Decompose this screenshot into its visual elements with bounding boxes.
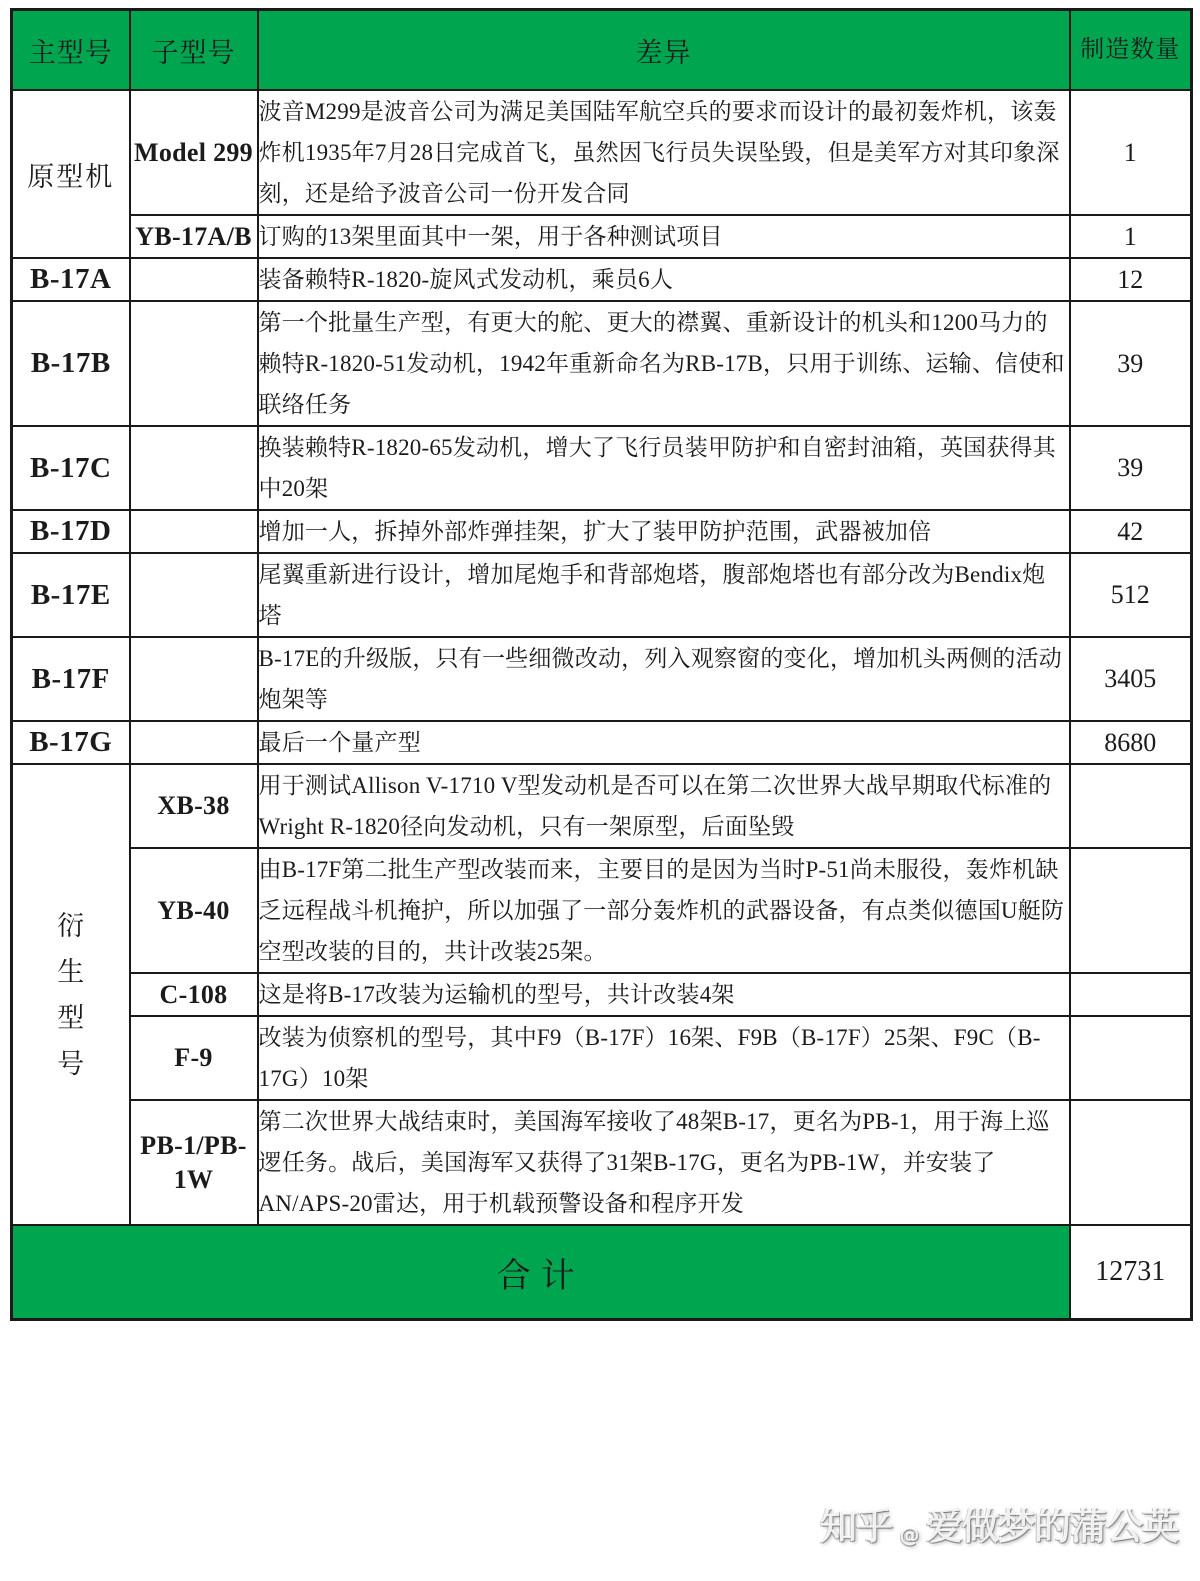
cell-description: 由B-17F第二批生产型改装而来，主要目的是因为当时P-51尚未服役，轰炸机缺乏远程战斗机掩护，所以加强了一部分轰炸机的武器设备，有点类似德国U艇防空型改装的目的，共计改装25架。 (258, 848, 1070, 973)
total-value: 12731 (1070, 1225, 1192, 1320)
table-row (12, 90, 1192, 215)
cell-quantity: 1 (1070, 215, 1192, 258)
total-label: 合计 (12, 1225, 1070, 1320)
watermark-logo-icon: @ (894, 1519, 924, 1549)
table-row (12, 973, 1192, 1016)
column-header-sub-model: 子型号 (130, 10, 258, 91)
watermark-username: 爱做梦的蒲公英 (926, 1505, 1178, 1548)
cell-description: 波音M299是波音公司为满足美国陆军航空兵的要求而设计的最初轰炸机，该轰炸机1935年7月28日完成首飞，虽然因飞行员失误坠毁，但是美军方对其印象深刻，还是给予波音公司一份开发合同 (258, 90, 1070, 215)
cell-main-model: B-17A (12, 258, 130, 301)
vertical-char: 生 (57, 956, 85, 987)
cell-quantity: 1 (1070, 90, 1192, 215)
cell-description: 订购的13架里面其中一架，用于各种测试项目 (258, 215, 1070, 258)
cell-quantity (1070, 1100, 1192, 1225)
table-row (12, 848, 1192, 973)
cell-quantity: 8680 (1070, 721, 1192, 764)
cell-sub-model: YB-17A/B (130, 215, 258, 258)
total-row (12, 1225, 1192, 1320)
cell-sub-model: Model 299 (130, 90, 258, 215)
cell-sub-model (130, 301, 258, 426)
table-row (12, 1016, 1192, 1100)
cell-description: 用于测试Allison V-1710 V型发动机是否可以在第二次世界大战早期取代标准的Wright R-1820径向发动机，只有一架原型，后面坠毁 (258, 764, 1070, 848)
cell-sub-model (130, 510, 258, 553)
cell-quantity: 512 (1070, 553, 1192, 637)
cell-quantity: 39 (1070, 426, 1192, 510)
b17-variants-table (10, 8, 1193, 1321)
cell-sub-model: XB-38 (130, 764, 258, 848)
cell-description: 最后一个量产型 (258, 721, 1070, 764)
cell-sub-model (130, 721, 258, 764)
table-header (12, 10, 1192, 91)
vertical-char: 型 (57, 1002, 85, 1033)
column-header-main-model: 主型号 (12, 10, 130, 91)
cell-description: 换装赖特R-1820-65发动机，增大了飞行员装甲防护和自密封油箱，英国获得其中20架 (258, 426, 1070, 510)
table-row (12, 510, 1192, 553)
cell-quantity: 42 (1070, 510, 1192, 553)
cell-sub-model (130, 637, 258, 721)
cell-description: 这是将B-17改装为运输机的型号，共计改装4架 (258, 973, 1070, 1016)
table-row (12, 721, 1192, 764)
table-row (12, 258, 1192, 301)
vertical-char: 衍 (57, 910, 85, 941)
cell-sub-model: C-108 (130, 973, 258, 1016)
cell-sub-model (130, 426, 258, 510)
vertical-char: 号 (57, 1048, 85, 1079)
cell-main-model: B-17D (12, 510, 130, 553)
column-header-difference: 差异 (258, 10, 1070, 91)
cell-sub-model: PB-1/PB-1W (130, 1100, 258, 1225)
cell-description: B-17E的升级版，只有一些细微改动，列入观察窗的变化，增加机头两侧的活动炮架等 (258, 637, 1070, 721)
cell-main-model: B-17B (12, 301, 130, 426)
cell-quantity (1070, 764, 1192, 848)
column-header-quantity: 制造数量 (1070, 10, 1192, 91)
cell-description: 第二次世界大战结束时，美国海军接收了48架B-17，更名为PB-1，用于海上巡逻任务。战后，美国海军又获得了31架B-17G，更名为PB-1W，并安装了AN/APS-20雷达，用于机载预警设备和程序开发 (258, 1100, 1070, 1225)
cell-description: 第一个批量生产型，有更大的舵、更大的襟翼、重新设计的机头和1200马力的赖特R-1820-51发动机，1942年重新命名为RB-17B，只用于训练、运输、信使和联络任务 (258, 301, 1070, 426)
table-row (12, 215, 1192, 258)
table-row (12, 553, 1192, 637)
table-row (12, 1100, 1192, 1225)
cell-quantity: 12 (1070, 258, 1192, 301)
cell-sub-model (130, 258, 258, 301)
cell-description: 改装为侦察机的型号，其中F9（B-17F）16架、F9B（B-17F）25架、F9C（B-17G）10架 (258, 1016, 1070, 1100)
cell-description: 装备赖特R-1820-旋风式发动机，乘员6人 (258, 258, 1070, 301)
cell-quantity: 3405 (1070, 637, 1192, 721)
watermark-prefix: 知乎 (820, 1505, 892, 1548)
cell-quantity (1070, 848, 1192, 973)
table-footer (12, 1225, 1192, 1320)
cell-quantity (1070, 973, 1192, 1016)
header-row (12, 10, 1192, 91)
cell-main-model: B-17G (12, 721, 130, 764)
cell-description: 增加一人，拆掉外部炸弹挂架，扩大了装甲防护范围，武器被加倍 (258, 510, 1070, 553)
cell-sub-model: YB-40 (130, 848, 258, 973)
cell-main-model (12, 764, 130, 1225)
cell-main-model: B-17F (12, 637, 130, 721)
cell-main-model: B-17C (12, 426, 130, 510)
table-row (12, 764, 1192, 848)
cell-quantity: 39 (1070, 301, 1192, 426)
cell-quantity (1070, 1016, 1192, 1100)
cell-sub-model: F-9 (130, 1016, 258, 1100)
table-row (12, 426, 1192, 510)
cell-sub-model (130, 553, 258, 637)
table-row (12, 301, 1192, 426)
cell-main-model: 原型机 (12, 90, 130, 258)
cell-description: 尾翼重新进行设计，增加尾炮手和背部炮塔，腹部炮塔也有部分改为Bendix炮塔 (258, 553, 1070, 637)
table-row (12, 637, 1192, 721)
zhihu-watermark (820, 1496, 1178, 1550)
table-body (12, 90, 1192, 1225)
cell-main-model: B-17E (12, 553, 130, 637)
